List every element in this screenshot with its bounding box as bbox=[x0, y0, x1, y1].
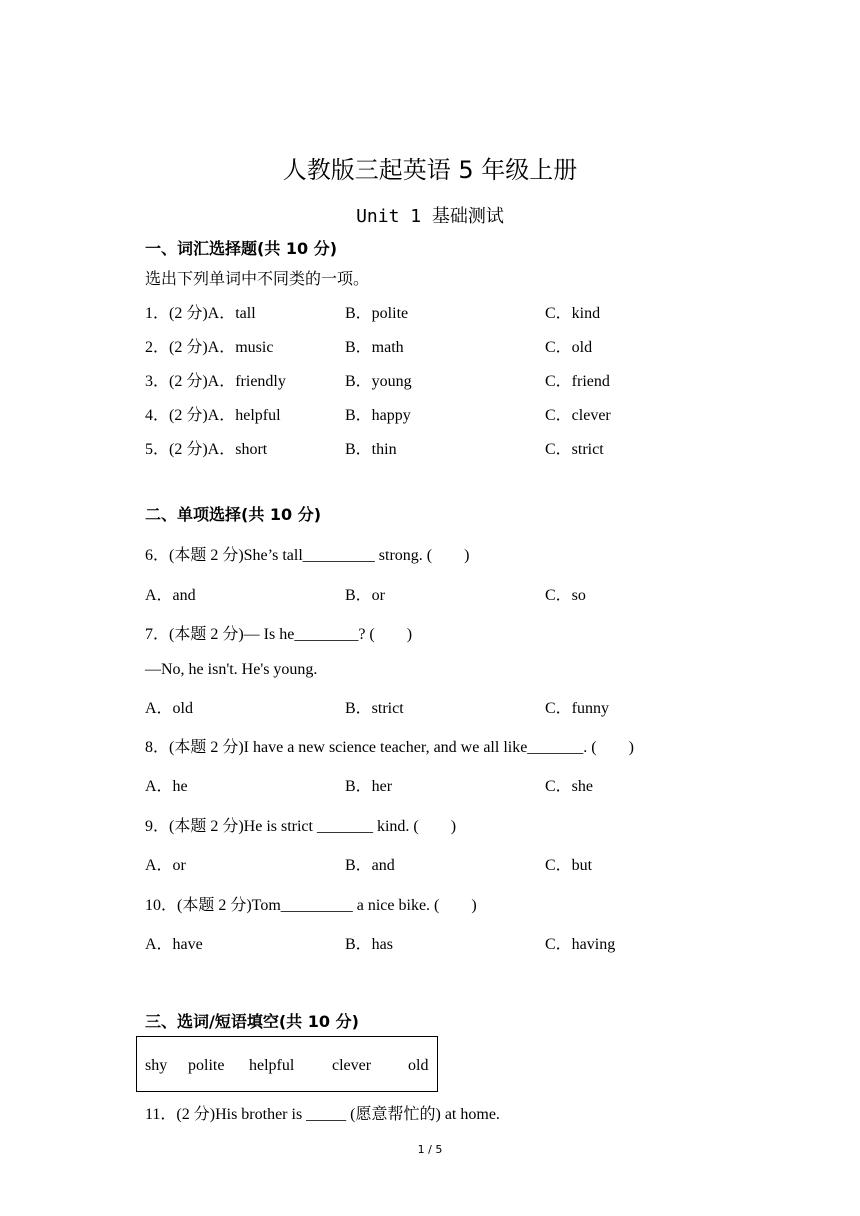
q3-option-a: 3．(2 分)A．friendly bbox=[145, 373, 286, 390]
q3-option-b: B．young bbox=[345, 373, 412, 390]
q9-option-a: A．or bbox=[145, 857, 186, 874]
section1-instruction: 选出下列单词中不同类的一项。 bbox=[145, 271, 370, 288]
q7-dialogue: —No, he isn't. He's young. bbox=[145, 661, 318, 678]
page-title: 人教版三起英语 5 年级上册 bbox=[282, 156, 578, 184]
q8-stem: 8．(本题 2 分)I have a new science teacher, and we all like_______. ( ) bbox=[145, 739, 634, 756]
q6-stem: 6．(本题 2 分)She’s tall_________ strong. ( ) bbox=[145, 547, 470, 564]
q4-option-b: B．happy bbox=[345, 407, 411, 424]
q10-option-c: C．having bbox=[545, 936, 616, 953]
q2-option-b: B．math bbox=[345, 339, 404, 356]
q1-option-b: B．polite bbox=[345, 305, 409, 322]
q9-option-c: C．but bbox=[545, 857, 593, 874]
q7-option-c: C．funny bbox=[545, 700, 610, 717]
q7-stem: 7．(本题 2 分)— Is he________? ( ) bbox=[145, 626, 413, 643]
q7-option-a: A．old bbox=[145, 700, 194, 717]
q8-option-a: A．he bbox=[145, 778, 188, 795]
word-bank-item: polite bbox=[188, 1057, 225, 1074]
q9-option-b: B．and bbox=[345, 857, 395, 874]
q4-option-c: C．clever bbox=[545, 407, 611, 424]
q3-option-c: C．friend bbox=[545, 373, 610, 390]
q4-option-a: 4．(2 分)A．helpful bbox=[145, 407, 281, 424]
q2-option-a: 2．(2 分)A．music bbox=[145, 339, 274, 356]
q5-option-b: B．thin bbox=[345, 441, 397, 458]
q9-stem: 9．(本题 2 分)He is strict _______ kind. ( ) bbox=[145, 818, 457, 835]
q1-option-a: 1．(2 分)A．tall bbox=[145, 305, 256, 322]
page-number: 1 / 5 bbox=[417, 1143, 443, 1156]
q6-option-a: A．and bbox=[145, 587, 196, 604]
page-subtitle: Unit 1 基础测试 bbox=[356, 206, 504, 227]
q1-option-c: C．kind bbox=[545, 305, 601, 322]
q6-option-c: C．so bbox=[545, 587, 586, 604]
section3-heading: 三、选词/短语填空(共 10 分) bbox=[145, 1012, 359, 1031]
word-bank-item: helpful bbox=[249, 1057, 295, 1074]
q10-option-b: B．has bbox=[345, 936, 394, 953]
q8-option-b: B．her bbox=[345, 778, 393, 795]
word-bank-item: old bbox=[408, 1057, 429, 1074]
q10-stem: 10．(本题 2 分)Tom_________ a nice bike. ( ) bbox=[145, 897, 477, 914]
q10-option-a: A．have bbox=[145, 936, 203, 953]
word-bank-box bbox=[136, 1036, 438, 1092]
q7-option-b: B．strict bbox=[345, 700, 404, 717]
q11-stem: 11．(2 分)His brother is _____ (愿意帮忙的) at home. bbox=[145, 1106, 500, 1123]
q2-option-c: C．old bbox=[545, 339, 593, 356]
word-bank-item: clever bbox=[332, 1057, 372, 1074]
word-bank-item: shy bbox=[145, 1057, 168, 1074]
section1-heading: 一、词汇选择题(共 10 分) bbox=[145, 239, 338, 258]
q6-option-b: B．or bbox=[345, 587, 386, 604]
section2-heading: 二、单项选择(共 10 分) bbox=[145, 505, 322, 524]
q5-option-c: C．strict bbox=[545, 441, 604, 458]
q5-option-a: 5．(2 分)A．short bbox=[145, 441, 268, 458]
q8-option-c: C．she bbox=[545, 778, 594, 795]
